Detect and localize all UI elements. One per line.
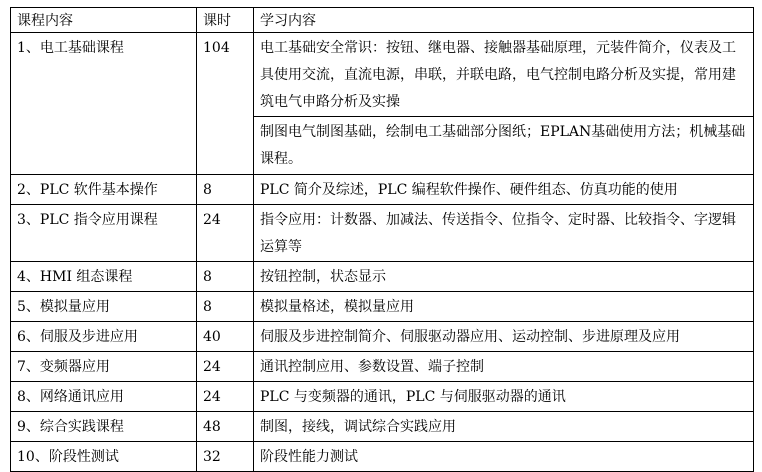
table-row bbox=[11, 292, 754, 322]
course-table bbox=[10, 7, 754, 472]
course-content: 伺服及步进控制简介、伺服驱动器应用、运动控制、步进原理及应用 bbox=[254, 322, 754, 352]
course-hours: 24 bbox=[197, 382, 254, 412]
course-content: 通讯控制应用、参数设置、端子控制 bbox=[254, 352, 754, 382]
course-name: 7、变频器应用 bbox=[11, 352, 197, 382]
course-content: 按钮控制，状态显示 bbox=[254, 262, 754, 292]
table-row bbox=[11, 382, 754, 412]
table-row bbox=[11, 442, 754, 472]
course-name: 4、HMI 组态课程 bbox=[11, 262, 197, 292]
course-hours: 8 bbox=[197, 175, 254, 205]
course-content: 指令应用：计数器、加减法、传送指令、位指令、定时器、比较指令、字逻辑运算等 bbox=[254, 205, 754, 262]
course-hours: 40 bbox=[197, 322, 254, 352]
course-content: 制图，接线，调试综合实践应用 bbox=[254, 412, 754, 442]
course-content: 阶段性能力测试 bbox=[254, 442, 754, 472]
course-content: PLC 简介及综述，PLC 编程软件操作、硬件组态、仿真功能的使用 bbox=[254, 175, 754, 205]
course-hours: 24 bbox=[197, 205, 254, 262]
table-row bbox=[11, 33, 754, 117]
table-row bbox=[11, 262, 754, 292]
header-content: 学习内容 bbox=[254, 8, 754, 33]
course-hours: 8 bbox=[197, 292, 254, 322]
course-content: PLC 与变频器的通讯，PLC 与伺服驱动器的通讯 bbox=[254, 382, 754, 412]
course-content: 电工基础安全常识：按钮、继电器、接触器基础原理，元装件简介，仪表及工具使用交流，直流电源，串联，并联电路，电气控制电路分析及实提，常用建筑电气申路分析及实操 bbox=[254, 33, 754, 117]
header-course: 课程内容 bbox=[11, 8, 197, 33]
course-name: 10、阶段性测试 bbox=[11, 442, 197, 472]
course-hours: 24 bbox=[197, 352, 254, 382]
table-row bbox=[11, 412, 754, 442]
table-row bbox=[11, 205, 754, 262]
course-content: 制图电气制图基础，绘制电工基础部分图纸；EPLAN基础使用方法；机械基础课程。 bbox=[254, 117, 754, 175]
course-name: 6、伺服及步进应用 bbox=[11, 322, 197, 352]
course-hours: 8 bbox=[197, 262, 254, 292]
course-name: 8、网络通讯应用 bbox=[11, 382, 197, 412]
course-name: 5、模拟量应用 bbox=[11, 292, 197, 322]
course-name: 3、PLC 指令应用课程 bbox=[11, 205, 197, 262]
course-name: 1、电工基础课程 bbox=[11, 33, 197, 175]
table-row bbox=[11, 322, 754, 352]
course-hours: 32 bbox=[197, 442, 254, 472]
table-row bbox=[11, 352, 754, 382]
course-content: 模拟量格述，模拟量应用 bbox=[254, 292, 754, 322]
course-name: 9、综合实践课程 bbox=[11, 412, 197, 442]
course-name: 2、PLC 软件基本操作 bbox=[11, 175, 197, 205]
table-row bbox=[11, 175, 754, 205]
course-hours: 104 bbox=[197, 33, 254, 175]
table-header-row bbox=[11, 8, 754, 33]
header-hours: 课时 bbox=[197, 8, 254, 33]
course-hours: 48 bbox=[197, 412, 254, 442]
